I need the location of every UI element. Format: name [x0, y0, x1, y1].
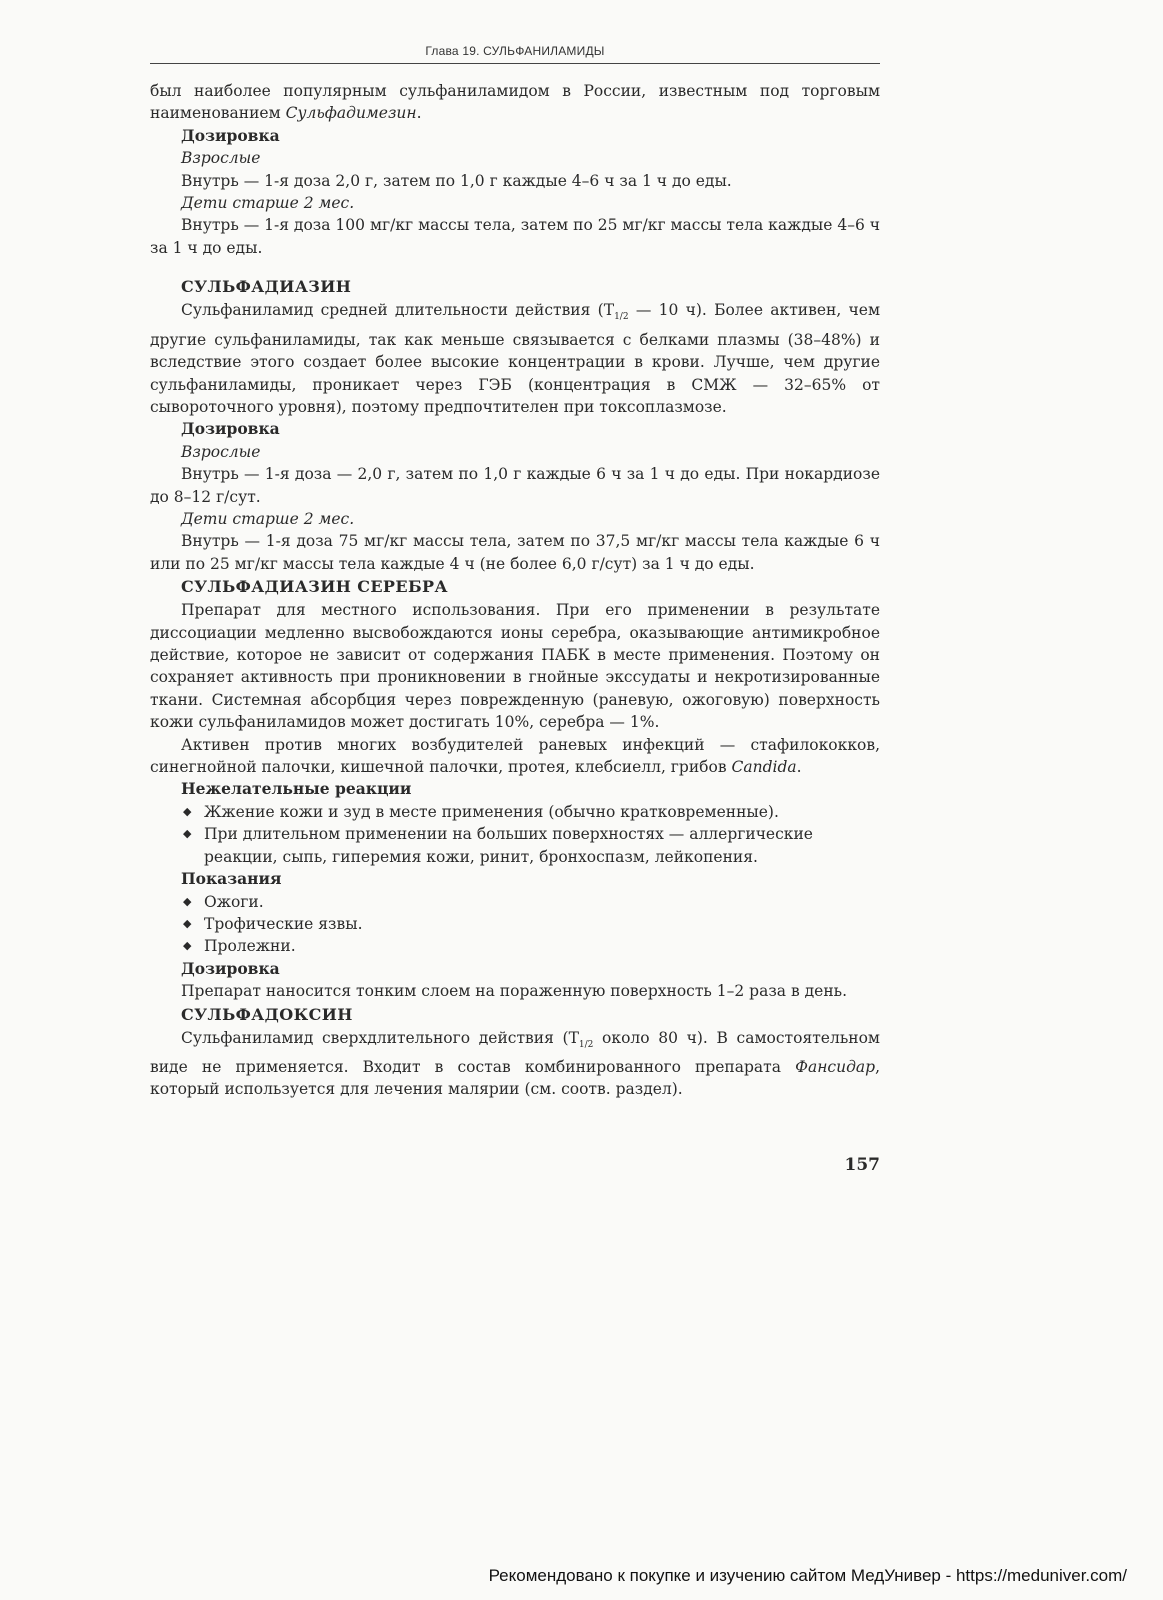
children-label: Дети старше 2 мес.	[181, 194, 355, 213]
half-life-subscript: 1/2	[578, 1039, 594, 1050]
indications-list	[150, 891, 880, 958]
desc-part: — 10 ч). Более активен, чем другие сульфаниламиды, так как меньше связывается с белками плазмы (38–48%) и вследствие этого создает более высокие концентрации в крови. Лучше, чем другие сульфаниламиды, проникает через ГЭБ (концентрация в СМЖ — 32–65% от сывороточного уровня), поэтому предпочтителен при токсоплазмозе.	[150, 301, 880, 416]
adverse-reactions-list	[150, 801, 880, 868]
list-item-text: Пролежни.	[204, 937, 296, 956]
sulfadoxine-description	[150, 1027, 880, 1101]
adults-label: Взрослые	[181, 149, 261, 168]
list-item	[181, 823, 880, 868]
genus-name: Candida	[731, 758, 797, 777]
bullet-icon: ◆	[183, 894, 192, 908]
dosage-heading: Дозировка	[181, 125, 280, 145]
half-life-subscript: 1/2	[614, 312, 629, 323]
children-dosage: Внутрь — 1-я доза 75 мг/кг массы тела, затем по 37,5 мг/кг массы тела каждые 6 ч или по 25 мг/кг массы тела каждые 4 ч (не более 6,0 г/сут) за 1 ч до еды.	[150, 532, 880, 573]
adults-label: Взрослые	[181, 442, 261, 461]
adults-dosage: Внутрь — 1-я доза 2,0 г, затем по 1,0 г каждые 4–6 ч за 1 ч до еды.	[181, 171, 732, 190]
trade-name: Фансидар	[795, 1058, 876, 1077]
list-item-text: Жжение кожи и зуд в месте применения (обычно кратковременные).	[204, 802, 779, 821]
footer-recommendation: Рекомендовано к покупке и изучению сайтом МедУнивер - https://meduniver.com/	[488, 1566, 1127, 1585]
intro-text: был наиболее популярным сульфаниламидом в России, известным под торговым наименованием	[150, 82, 880, 123]
section-title-sulfadoxine: СУЛЬФАДОКСИН	[181, 1004, 353, 1024]
page-number: 157	[844, 1155, 880, 1175]
bullet-icon: ◆	[183, 916, 192, 930]
adverse-reactions-heading: Нежелательные реакции	[181, 779, 412, 799]
bullet-icon: ◆	[183, 827, 192, 841]
desc-part: , который используется для лечения малярии (см. соотв. раздел).	[150, 1058, 880, 1099]
dosage-heading: Дозировка	[181, 958, 280, 978]
bullet-icon: ◆	[183, 804, 192, 818]
silver-sulfadiazine-description: Препарат для местного использования. При его применении в результате диссоциации медленно высвобождаются ионы серебра, оказывающие антимикробное действие, которое не зависит от содержания ПАБК в месте применения. Поэтому он сохраняет активность при проникновении в гнойные экссудаты и некротизированные ткани. Системная абсорбция через поврежденную (раневую, ожоговую) поверхность кожи сульфаниламидов может достигать 10%, серебра — 1%.	[150, 601, 880, 732]
desc-part: Сульфаниламид средней длительности действия (Т	[181, 301, 615, 320]
children-label: Дети старше 2 мес.	[181, 510, 355, 528]
running-header: Глава 19. СУЛЬФАНИЛАМИДЫ	[425, 44, 605, 58]
list-item-text: При длительном применении на больших поверхностях — аллергические реакции, сыпь, гиперемия кожи, ринит, бронхоспазм, лейкопения.	[204, 825, 813, 866]
intro-paragraph	[150, 80, 880, 125]
page-content	[150, 80, 880, 1101]
list-item-text: Трофические язвы.	[204, 914, 363, 933]
list-item	[181, 913, 880, 935]
list-item	[181, 891, 880, 913]
indications-heading: Показания	[181, 869, 282, 889]
list-item-text: Ожоги.	[204, 892, 264, 911]
desc-part: Сульфаниламид сверхдлительного действия (Т	[181, 1028, 579, 1047]
children-dosage: Внутрь — 1-я доза 100 мг/кг массы тела, затем по 25 мг/кг массы тела каждые 4–6 ч за 1 ч до еды.	[150, 216, 880, 257]
bullet-icon: ◆	[183, 939, 192, 953]
dosage-heading: Дозировка	[181, 419, 280, 439]
adults-dosage: Внутрь — 1-я доза — 2,0 г, затем по 1,0 г каждые 6 ч за 1 ч до еды. При нокардиозе до 8–12 г/сут.	[150, 465, 880, 506]
list-item	[181, 935, 880, 957]
intro-end: .	[416, 104, 422, 123]
activity-text: Активен против многих возбудителей раневых инфекций — стафилококков, синегнойной палочки, кишечной палочки, протея, клебсиелл, грибов	[150, 735, 880, 777]
header-rule	[150, 63, 880, 64]
silver-dosage-text: Препарат наносится тонким слоем на пораженную поверхность 1–2 раза в день.	[181, 982, 848, 1001]
desc-part: около 80 ч). В самостоятельном виде не применяется. Входит в состав комбинированного препарата	[150, 1028, 880, 1077]
activity-paragraph	[150, 734, 880, 779]
section-title-silver-sulfadiazine: СУЛЬФАДИАЗИН СЕРЕБРА	[181, 577, 448, 597]
activity-end: .	[796, 758, 802, 777]
list-item	[181, 801, 880, 823]
intro-trade-name: Сульфадимезин	[285, 104, 417, 123]
sulfadiazine-description	[150, 299, 880, 418]
section-title-sulfadiazine: СУЛЬФАДИАЗИН	[181, 277, 352, 297]
